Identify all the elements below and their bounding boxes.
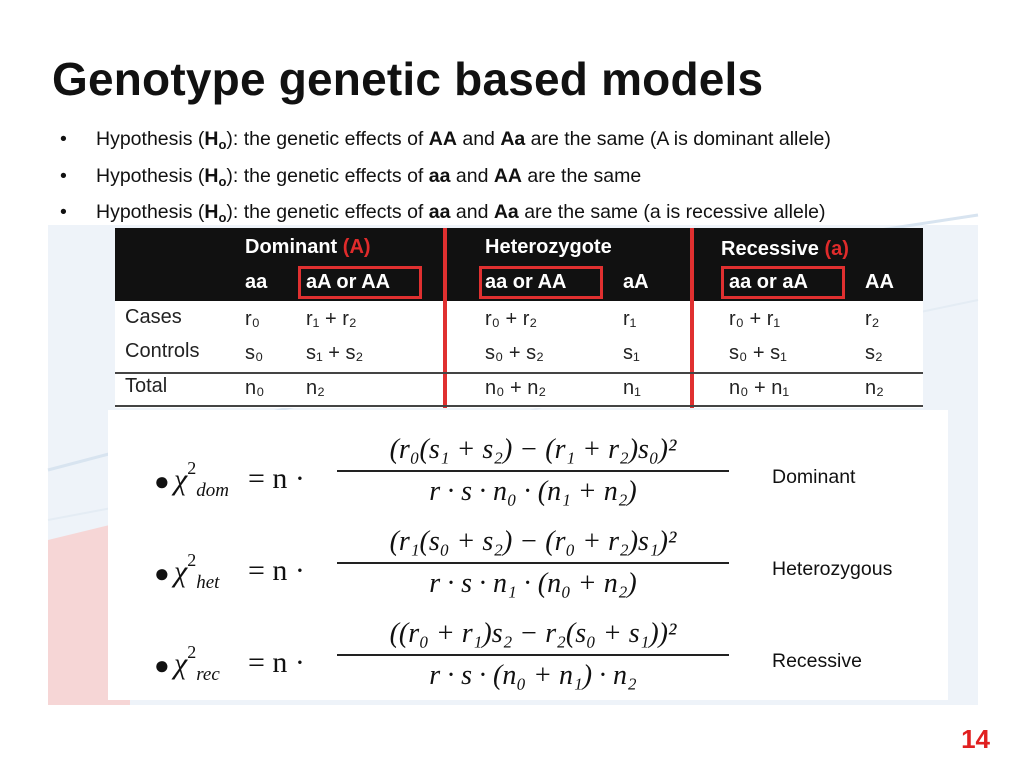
page-number: 14: [961, 724, 990, 754]
formula-fraction: [333, 618, 733, 692]
subheader: aA: [623, 271, 649, 293]
group-header-heterozygote: Heterozygote: [485, 236, 612, 258]
subheader: AA: [865, 271, 894, 293]
table-cell: n₀ + n₂: [485, 377, 547, 399]
contingency-table: [115, 228, 923, 408]
group-divider: [690, 228, 694, 408]
table-cell: n₀: [245, 377, 265, 399]
table-cell: s₀: [245, 342, 264, 364]
table-cell: s₁: [623, 342, 640, 364]
denominator: r · s · (n₀ + n₁) · n₂: [429, 660, 637, 691]
formula-label: Recessive: [772, 650, 862, 672]
table-cell: r₁: [623, 308, 637, 330]
numerator: (r₀(s₁ + s₂) − (r₁ + r₂)s₀)²: [389, 434, 677, 465]
table-cell: r₂: [865, 308, 880, 330]
formula-label: Dominant: [772, 466, 856, 488]
formula-row: [108, 524, 948, 614]
bullet-icon: ●: [154, 558, 170, 588]
equals-n: = n ·: [248, 462, 305, 495]
subheader: aa: [245, 271, 268, 293]
subheader: aa or aA: [729, 271, 808, 293]
table-cell: r₁ + r₂: [306, 308, 357, 330]
chi-square-symbol: $\chi^2_{rec}$: [174, 642, 220, 685]
table-cell: s₂: [865, 342, 883, 364]
table-cell: n₀ + n₁: [729, 377, 790, 399]
chi-square-symbol: $\chi^2_{het}$: [174, 550, 220, 593]
page-title: Genotype genetic based models: [52, 53, 764, 105]
table-rule: [115, 405, 923, 407]
group-divider: [443, 228, 447, 408]
table-cell: n₂: [865, 377, 884, 399]
table-cell: r₀ + r₂: [485, 308, 538, 330]
table-cell: s₀ + s₂: [485, 342, 544, 364]
table-cell: n₁: [623, 377, 641, 399]
equals-n: = n ·: [248, 554, 305, 587]
denominator: r · s · n₁ · (n₀ + n₂): [429, 568, 637, 599]
bullet-icon: ●: [154, 650, 170, 680]
group-header-dominant: Dominant (A): [245, 236, 371, 258]
formula-row: [108, 432, 948, 522]
formula-label: Heterozygous: [772, 558, 893, 580]
hypothesis-list: [58, 124, 1018, 234]
chi-square-symbol: $\chi^2_{dom}$: [174, 458, 229, 501]
bullet-icon: ●: [154, 466, 170, 496]
table-rule: [115, 372, 923, 374]
table-cell: s₀ + s₁: [729, 342, 787, 364]
formula-row: [108, 616, 948, 706]
table-cell: s₁ + s₂: [306, 342, 364, 364]
numerator: ((r₀ + r₁)s₂ − r₂(s₀ + s₁))²: [389, 618, 677, 649]
row-label: Controls: [125, 340, 200, 362]
formula-fraction: [333, 526, 733, 600]
denominator: r · s · n₀ · (n₁ + n₂): [429, 476, 637, 507]
formula-fraction: [333, 434, 733, 508]
numerator: (r₁(s₀ + s₂) − (r₀ + r₂)s₁)²: [389, 526, 677, 557]
table-cell: r₀ + r₁: [729, 308, 781, 330]
hypothesis-item: • Hypothesis $(H_o)$: the genetic effects of aa and Aa are the same (a is recessive allele): [58, 197, 1018, 234]
row-label: Cases: [125, 306, 182, 328]
subheader: aA or AA: [306, 271, 391, 293]
highlight-box: [479, 266, 603, 299]
group-header-recessive: Recessive (a): [721, 238, 849, 260]
table-cell: r₀: [245, 308, 260, 330]
highlight-box: [298, 266, 422, 299]
table-cell: n₂: [306, 377, 325, 399]
hypothesis-item: • Hypothesis $(H_o)$: the genetic effects of AA and Aa are the same (A is dominant allele): [58, 124, 1018, 161]
hypothesis-item: • Hypothesis $(H_o)$: the genetic effects of aa and AA are the same: [58, 161, 1018, 198]
highlight-box: [721, 266, 845, 299]
formula-panel: [108, 410, 948, 700]
row-label: Total: [125, 375, 168, 397]
subheader: aa or AA: [485, 271, 567, 293]
equals-n: = n ·: [248, 646, 305, 679]
